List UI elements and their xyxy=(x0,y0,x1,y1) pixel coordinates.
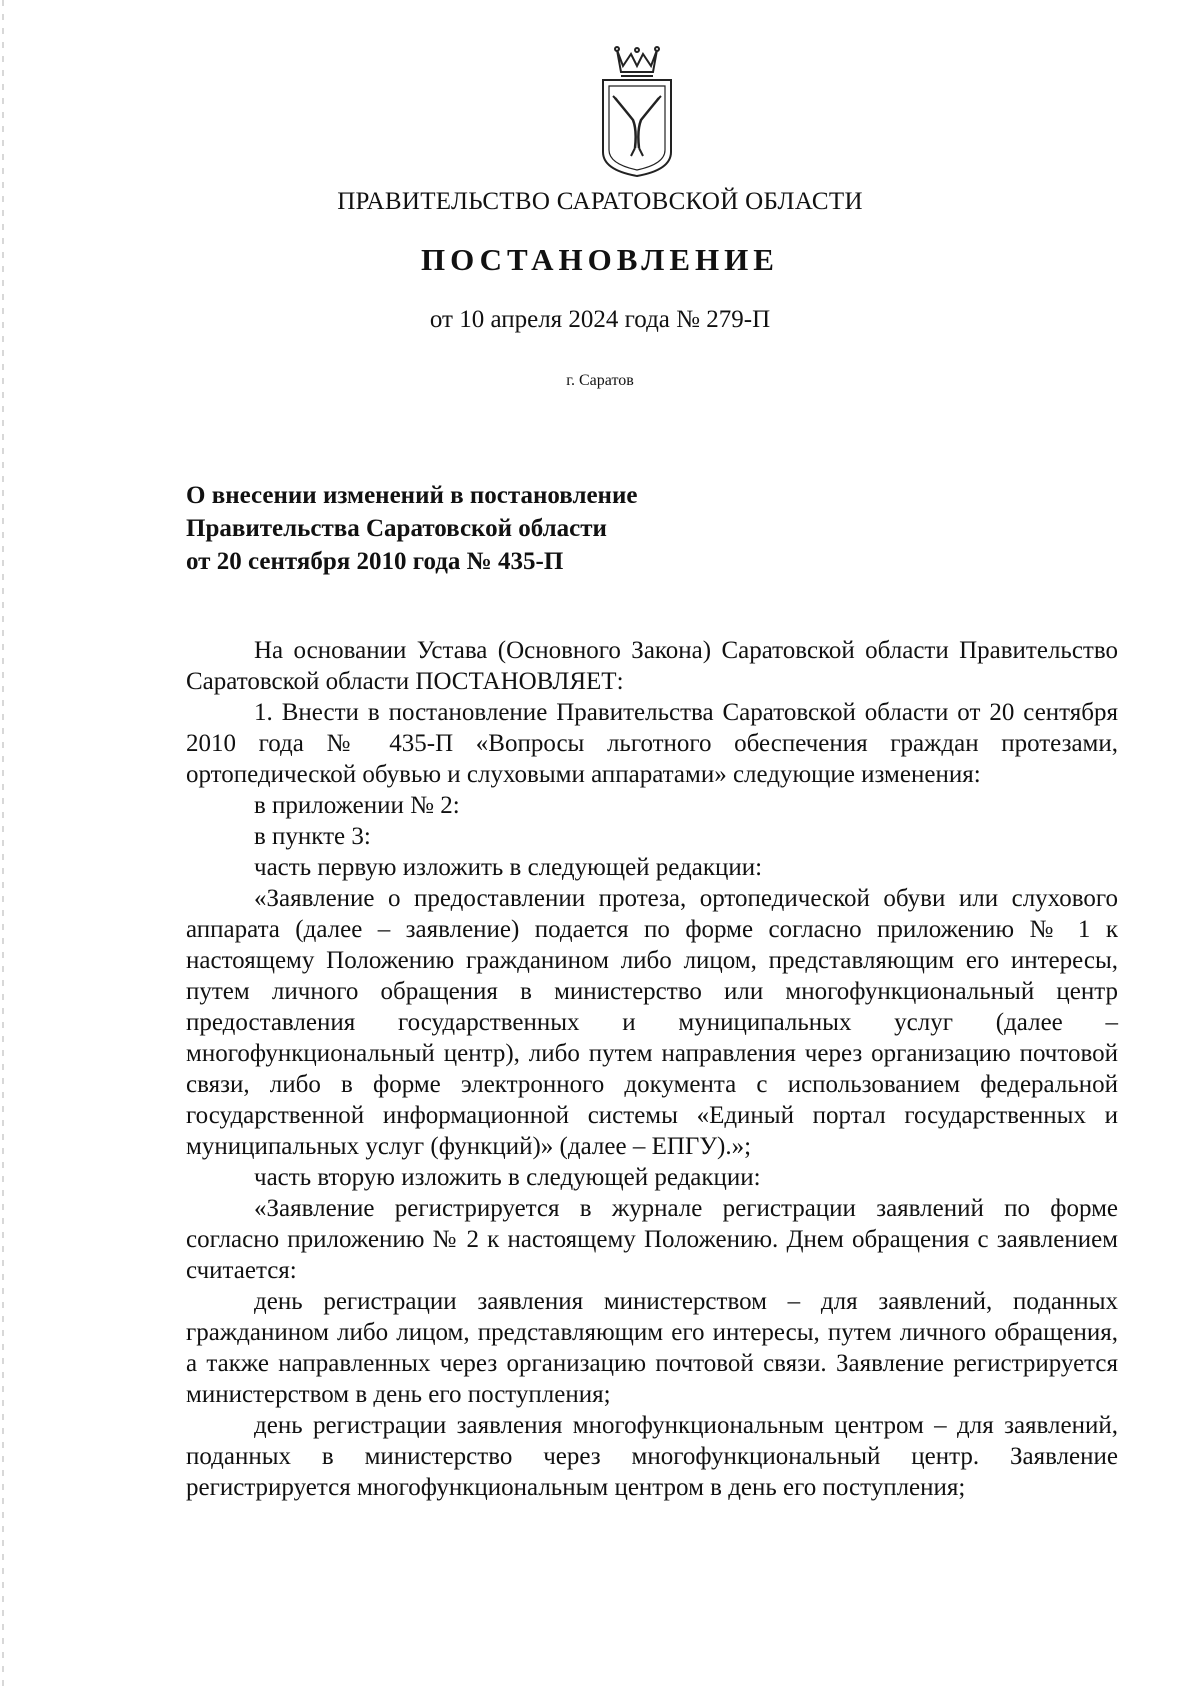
organization-name: ПРАВИТЕЛЬСТВО САРАТОВСКОЙ ОБЛАСТИ xyxy=(337,188,863,215)
body-paragraph: в пункте 3: xyxy=(254,823,371,850)
body-paragraph: «Заявление регистрируется в журнале регистрации заявлений по форме согласно приложению № 2 к настоящему Положению. Днем обращения с заявлением считается: xyxy=(186,1195,1118,1284)
body-paragraph: часть вторую изложить в следующей редакции: xyxy=(254,1164,761,1191)
document-type: ПОСТАНОВЛЕНИЕ xyxy=(421,242,779,277)
subject-line: от 20 сентября 2010 года № 435-П xyxy=(186,548,564,575)
document-date-number: от 10 апреля 2024 года № 279-П xyxy=(429,306,771,333)
body-paragraph: часть первую изложить в следующей редакции: xyxy=(254,854,763,881)
document-subject xyxy=(186,479,886,578)
document-city: г. Саратов xyxy=(566,372,634,389)
coat-of-arms-icon xyxy=(595,40,679,180)
document-body xyxy=(186,635,1118,1503)
body-paragraph: день регистрации заявления многофункциональным центром – для заявлений, поданных в министерство через многофункциональный центр. Заявление регистрируется многофункциональным центром в день его поступления; xyxy=(186,1412,1118,1501)
body-paragraph: в приложении № 2: xyxy=(254,792,460,819)
body-paragraph: день регистрации заявления министерством – для заявлений, поданных гражданином либо лицом, представляющим его интересы, путем личного обращения, а также направленных через организацию почтовой связи. Заявление регистрируется министерством в день его поступления; xyxy=(186,1288,1118,1408)
body-paragraph: «Заявление о предоставлении протеза, ортопедической обуви или слухового аппарата (далее – заявление) подается по форме согласно приложению № 1 к настоящему Положению гражданином либо лицом, представляющим его интересы, путем личного обращения в министерство или многофункциональный центр предоставления государственных и муниципальных услуг (далее – многофункциональный центр), либо путем направления через организацию почтовой связи, либо в форме электронного документа с использованием федеральной государственной информационной системы «Единый портал государственных и муниципальных услуг (функций)» (далее – ЕПГУ).»; xyxy=(186,885,1118,1160)
subject-line: Правительства Саратовской области xyxy=(186,515,607,542)
subject-line: О внесении изменений в постановление xyxy=(186,482,638,509)
body-paragraph: На основании Устава (Основного Закона) Саратовской области Правительство Саратовской области ПОСТАНОВЛЯЕТ: xyxy=(186,637,1118,695)
body-paragraph: 1. Внести в постановление Правительства Саратовской области от 20 сентября 2010 года № 435-П «Вопросы льготного обеспечения граждан протезами, ортопедической обувью и слуховыми аппаратами» следующие изменения: xyxy=(186,699,1118,788)
